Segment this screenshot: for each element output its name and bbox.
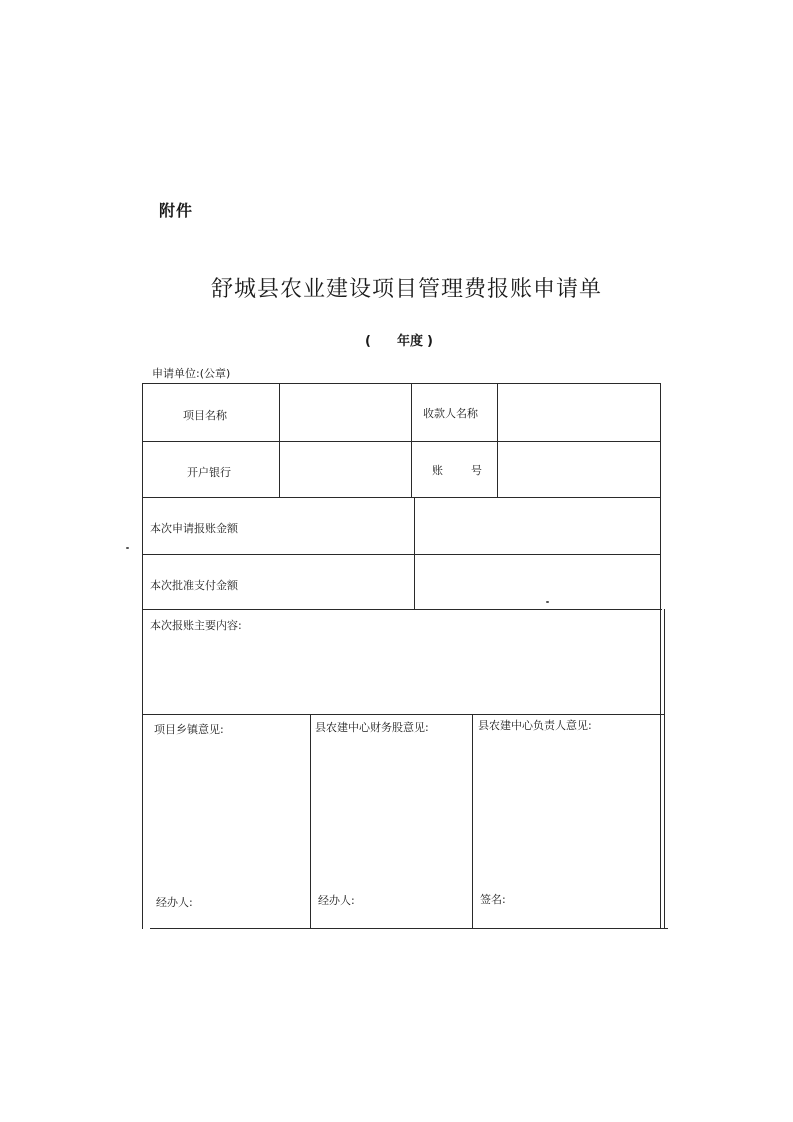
- apply-amount-label: 本次申请报账金额: [150, 522, 238, 535]
- handler-label-township: 经办人:: [156, 896, 193, 909]
- year-line: [365, 330, 433, 349]
- row-divider-4: [142, 609, 662, 610]
- row-divider-5: [142, 714, 664, 715]
- bank-label: 开户银行: [187, 466, 231, 479]
- approved-amount-label: 本次批准支付金额: [150, 579, 238, 592]
- row-divider-2: [142, 497, 660, 498]
- payee-name-label: 收款人名称: [423, 407, 478, 420]
- year-left-paren: (: [365, 334, 371, 349]
- finance-opinion-label: 县农建中心财务股意见:: [315, 721, 429, 734]
- project-name-label: 项目名称: [183, 409, 227, 422]
- table-border-right: [660, 383, 661, 929]
- table-border-left: [142, 383, 143, 929]
- applicant-label: 申请单位:(公章): [152, 367, 231, 380]
- account-label: 账号: [432, 464, 510, 477]
- year-right-paren: ): [426, 334, 433, 349]
- township-opinion-label: 项目乡镇意见:: [154, 723, 224, 736]
- form-title: 舒城县农业建设项目管理费报账申请单: [210, 277, 602, 302]
- col-divider-opinion-1: [310, 714, 311, 928]
- table-border-top: [142, 383, 660, 384]
- opinion-right-border: [664, 609, 665, 928]
- col-divider-c: [497, 383, 498, 497]
- col-divider-b: [411, 383, 412, 497]
- scan-speck: [546, 601, 549, 603]
- col-divider-amount: [414, 497, 415, 609]
- scan-speck: [126, 547, 129, 549]
- col-divider-a: [279, 383, 280, 497]
- handler-label-finance: 经办人:: [318, 894, 355, 907]
- col-divider-opinion-2: [472, 714, 473, 928]
- row-divider-3: [142, 554, 660, 555]
- year-label: 年度: [396, 334, 423, 349]
- attachment-label: 附件: [159, 201, 194, 220]
- table-border-bottom: [150, 928, 668, 929]
- signature-label: 签名:: [480, 893, 506, 906]
- row-divider-1: [142, 441, 660, 442]
- main-content-label: 本次报账主要内容:: [150, 619, 242, 632]
- director-opinion-label: 县农建中心负责人意见:: [478, 719, 592, 732]
